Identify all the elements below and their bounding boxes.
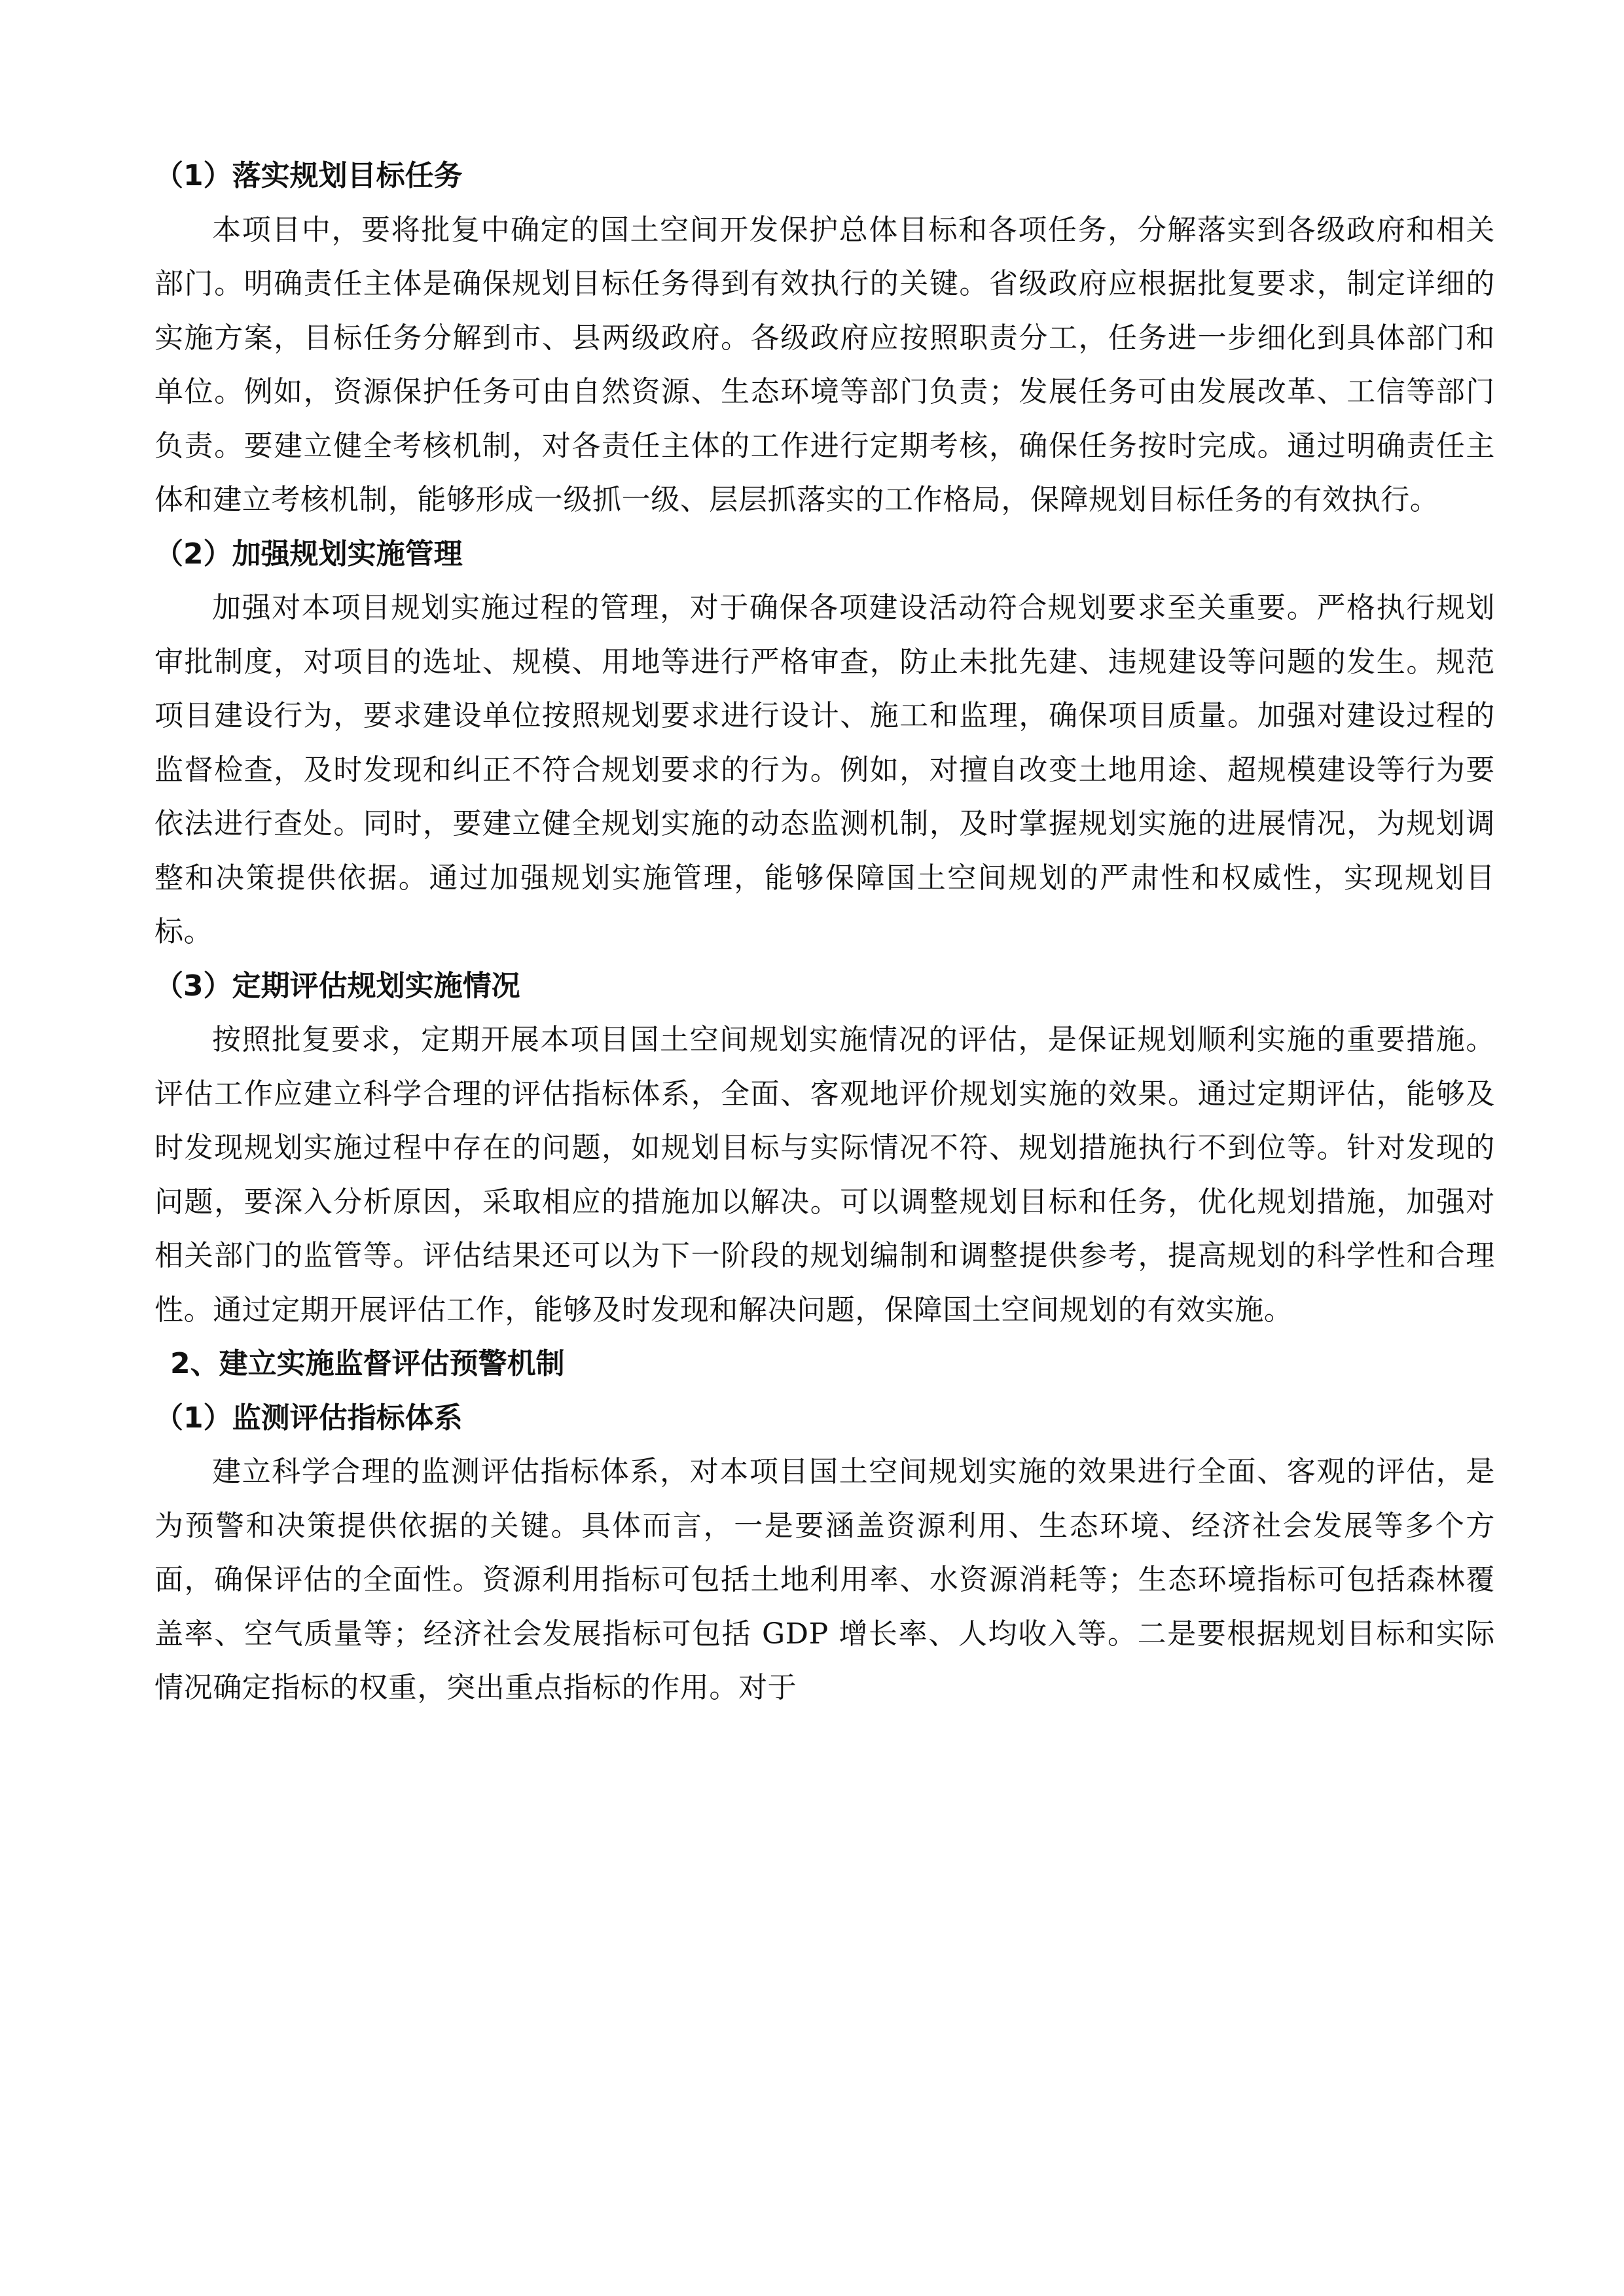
heading-indicator-system: （1）监测评估指标体系	[154, 1401, 463, 1435]
paragraph-periodic-evaluation: 按照批复要求，定期开展本项目国土空间规划实施情况的评估，是保证规划顺利实施的重要措施。评估工作应建立科学合理的评估指标体系，全面、客观地评价规划实施的效果。通过定期评估，能够及时发现规划实施过程中存在的问题，如规划目标与实际情况不符、规划措施执行不到位等。针对发现的问题，要深入分析原因，采取相应的措施加以解决。可以调整规划目标和任务，优化规划措施，加强对相关部门的监管等。评估结果还可以为下一阶段的规划编制和调整提供参考，提高规划的科学性和合理性。通过定期开展评估工作，能够及时发现和解决问题，保障国土空间规划的有效实施。	[154, 1023, 1495, 1327]
paragraph-strengthen-management: 加强对本项目规划实施过程的管理，对于确保各项建设活动符合规划要求至关重要。严格执行规划审批制度，对项目的选址、规模、用地等进行严格审查，防止未批先建、违规建设等问题的发生。规范项目建设行为，要求建设单位按照规划要求进行设计、施工和监理，确保项目质量。加强对建设过程的监督检查，及时发现和纠正不符合规划要求的行为。例如，对擅自改变土地用途、超规模建设等行为要依法进行查处。同时，要建立健全规划实施的动态监测机制，及时掌握规划实施的进展情况，为规划调整和决策提供依据。通过加强规划实施管理，能够保障国土空间规划的严肃性和权威性，实现规划目标。	[154, 591, 1495, 948]
paragraph-indicator-system: 建立科学合理的监测评估指标体系，对本项目国土空间规划实施的效果进行全面、客观的评估，是为预警和决策提供依据的关键。具体而言，一是要涵盖资源利用、生态环境、经济社会发展等多个方面，确保评估的全面性。资源利用指标可包括土地利用率、水资源消耗等；生态环境指标可包括森林覆盖率、空气质量等；经济社会发展指标可包括 GDP 增长率、人均收入等。二是要根据规划目标和实际情况确定指标的权重，突出重点指标的作用。对于	[154, 1455, 1495, 1704]
heading-strengthen-management: （2）加强规划实施管理	[154, 537, 463, 571]
heading-supervision-warning-mechanism: 2、建立实施监督评估预警机制	[170, 1347, 565, 1380]
document-body	[154, 149, 1495, 1715]
paragraph-implement-targets: 本项目中，要将批复中确定的国土空间开发保护总体目标和各项任务，分解落实到各级政府和相关部门。明确责任主体是确保规划目标任务得到有效执行的关键。省级政府应根据批复要求，制定详细的实施方案，目标任务分解到市、县两级政府。各级政府应按照职责分工，任务进一步细化到具体部门和单位。例如，资源保护任务可由自然资源、生态环境等部门负责；发展任务可由发展改革、工信等部门负责。要建立健全考核机制，对各责任主体的工作进行定期考核，确保任务按时完成。通过明确责任主体和建立考核机制，能够形成一级抓一级、层层抓落实的工作格局，保障规划目标任务的有效执行。	[154, 213, 1495, 516]
heading-periodic-evaluation: （3）定期评估规划实施情况	[154, 969, 520, 1003]
heading-implement-targets: （1）落实规划目标任务	[154, 159, 463, 192]
